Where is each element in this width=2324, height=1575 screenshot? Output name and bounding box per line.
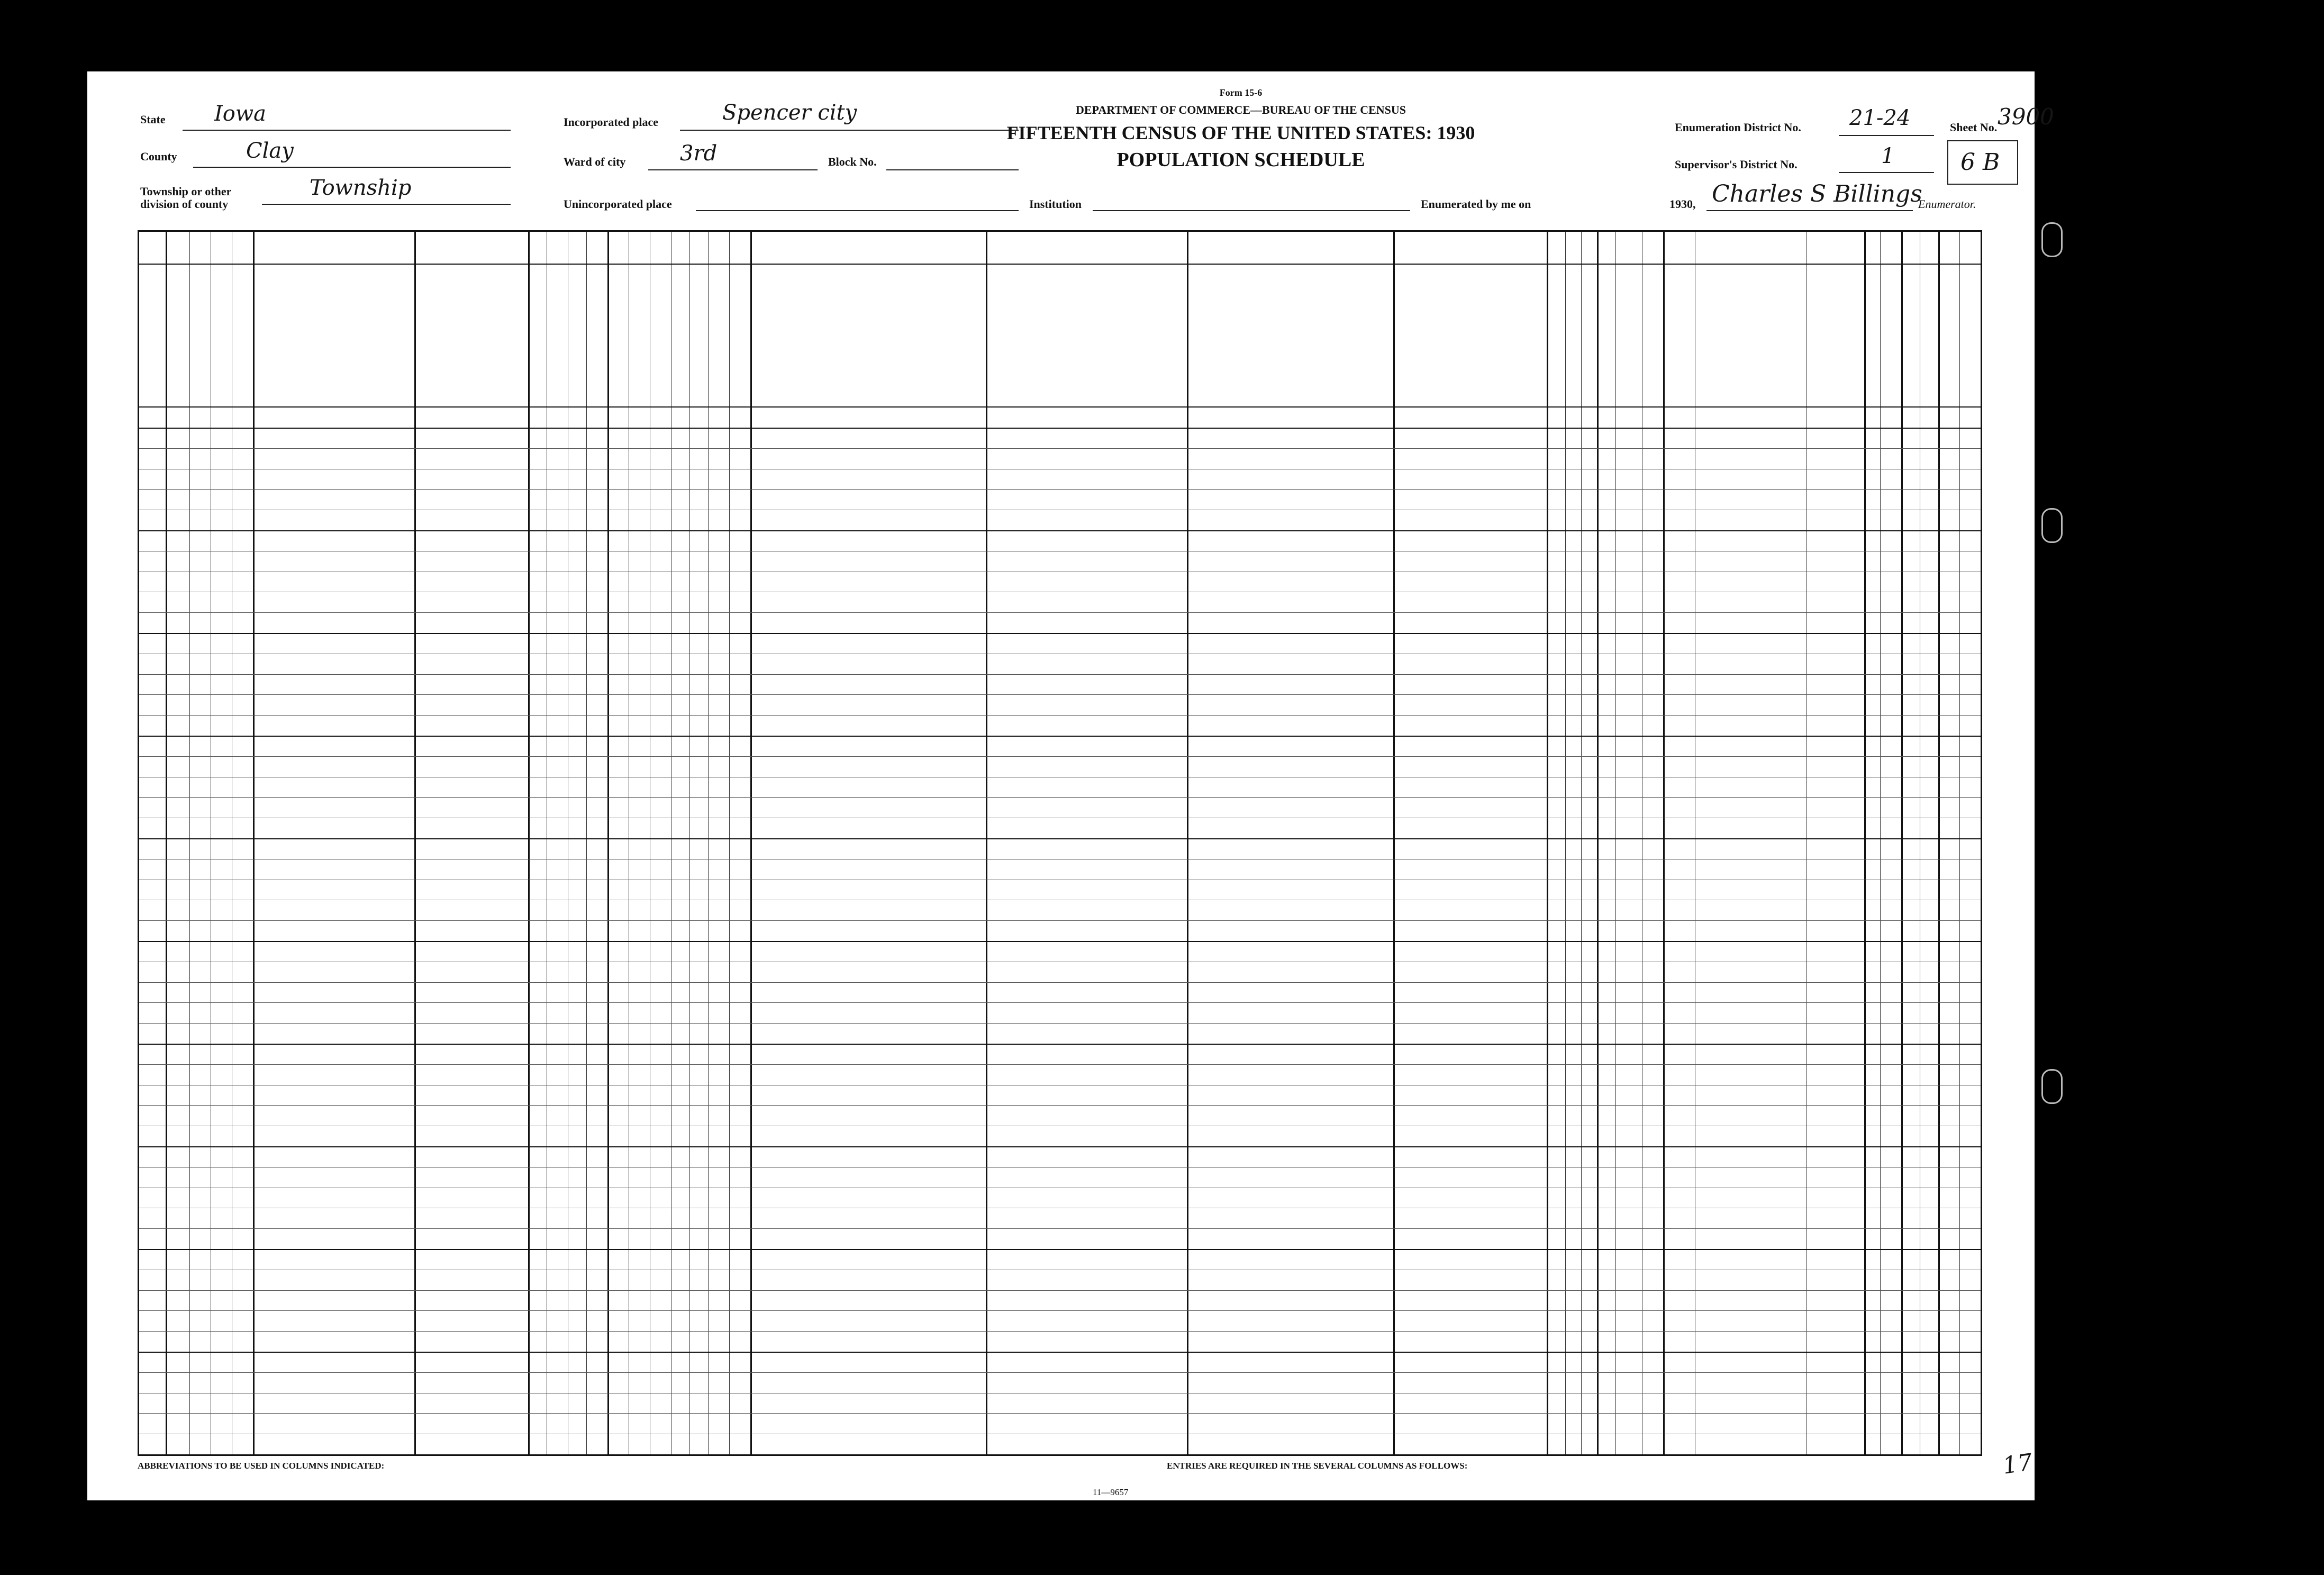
row-rule (139, 674, 1981, 675)
punch-hole (2041, 222, 2063, 257)
row-rule (139, 1310, 1981, 1311)
punch-hole (2041, 1069, 2063, 1104)
print-number: 11—9657 (1093, 1487, 1129, 1497)
state-value: Iowa (214, 102, 266, 126)
punch-hole (2041, 508, 2063, 543)
column-rule (253, 232, 255, 1454)
county-value: Clay (246, 139, 294, 163)
form-number: Form 15-6 (1219, 87, 1263, 98)
ed-value: 21-24 (1849, 106, 1911, 130)
supervisor-value: 1 (1881, 144, 1895, 168)
stamp-number: 3900 (1998, 104, 2054, 130)
row-rule (139, 694, 1981, 695)
header-rule (139, 428, 1981, 429)
row-rule (139, 633, 1981, 634)
census-sheet (87, 71, 2054, 1500)
column-rule (1864, 232, 1866, 1454)
incorporated-value: Spencer city (722, 101, 857, 125)
column-rule (1938, 232, 1940, 1454)
row-rule (139, 1331, 1981, 1332)
sheet-label: Sheet No. (1950, 121, 1998, 134)
row-rule (139, 1146, 1981, 1147)
margin-note: 17 (2001, 1449, 2035, 1480)
row-rule (139, 1228, 1981, 1229)
row-rule (139, 1249, 1981, 1250)
column-rule (1880, 232, 1881, 1454)
row-rule (139, 941, 1981, 942)
column-rule (1581, 232, 1582, 1454)
column-rule (986, 232, 987, 1454)
enumerator-signature: Charles S Billings (1712, 180, 1922, 207)
ed-label: Enumeration District No. (1675, 121, 1801, 134)
column-rule (607, 232, 609, 1454)
census-title: FIFTEENTH CENSUS OF THE UNITED STATES: 1930 (1006, 122, 1475, 143)
row-rule (139, 1372, 1981, 1373)
header-rule (139, 406, 1981, 408)
column-rule (1663, 232, 1665, 1454)
row-rule (139, 448, 1981, 449)
row-rule (139, 920, 1981, 921)
ward-value: 3rd (680, 141, 718, 166)
enumerator-label: Enumerator. (1918, 197, 1976, 211)
row-rule (139, 1023, 1981, 1024)
column-rule (689, 232, 690, 1454)
row-rule (139, 1064, 1981, 1065)
incorporated-label: Incorporated place (564, 115, 659, 129)
row-rule (139, 797, 1981, 798)
column-rule (189, 232, 190, 1454)
institution-label: Institution (1029, 197, 1082, 211)
column-rule (1565, 232, 1566, 1454)
row-rule (139, 612, 1981, 613)
row-rule (139, 1352, 1981, 1353)
block-label: Block No. (828, 155, 877, 168)
enumerated-label: Enumerated by me on (1421, 197, 1531, 211)
row-rule (139, 1290, 1981, 1291)
supervisor-label: Supervisor's District No. (1675, 158, 1798, 171)
sheet-value: 6 B (1960, 149, 2000, 176)
ward-label: Ward of city (564, 155, 626, 168)
row-rule (139, 1002, 1981, 1003)
county-label: County (140, 150, 177, 163)
column-rule (1901, 232, 1903, 1454)
row-rule (139, 1413, 1981, 1414)
row-rule (139, 489, 1981, 490)
column-rule (708, 232, 709, 1454)
row-rule (139, 530, 1981, 531)
entries-title: ENTRIES ARE REQUIRED IN THE SEVERAL COLUMNS AS FOLLOWS: (1167, 1461, 1468, 1471)
row-rule (139, 1044, 1981, 1045)
schedule-title: POPULATION SCHEDULE (1116, 149, 1365, 171)
row-rule (139, 838, 1981, 839)
column-rule (166, 232, 167, 1454)
column-rule (1393, 232, 1395, 1454)
township-label: Township or other division of county (140, 185, 231, 211)
enumerated-year: 1930, (1669, 197, 1696, 211)
abbreviations-title: ABBREVIATIONS TO BE USED IN COLUMNS INDICATED: (138, 1461, 385, 1471)
row-rule (139, 756, 1981, 757)
department-line: DEPARTMENT OF COMMERCE—BUREAU OF THE CENSUS (1075, 103, 1406, 116)
row-rule (139, 715, 1981, 716)
column-rule (586, 232, 587, 1454)
row-rule (139, 1105, 1981, 1106)
column-rule (1187, 232, 1188, 1454)
header-rule (139, 264, 1981, 265)
row-rule (139, 982, 1981, 983)
column-rule (750, 232, 752, 1454)
column-rule (1597, 232, 1599, 1454)
row-rule (139, 736, 1981, 737)
column-rule (414, 232, 416, 1454)
column-rule (1547, 232, 1548, 1454)
township-value: Township (310, 176, 412, 200)
unincorporated-label: Unincorporated place (564, 197, 672, 211)
state-label: State (140, 113, 166, 126)
column-rule (729, 232, 730, 1454)
column-rule (528, 232, 530, 1454)
schedule-grid (138, 230, 1982, 1456)
column-rule (1959, 232, 1960, 1454)
column-rule (1615, 232, 1616, 1454)
